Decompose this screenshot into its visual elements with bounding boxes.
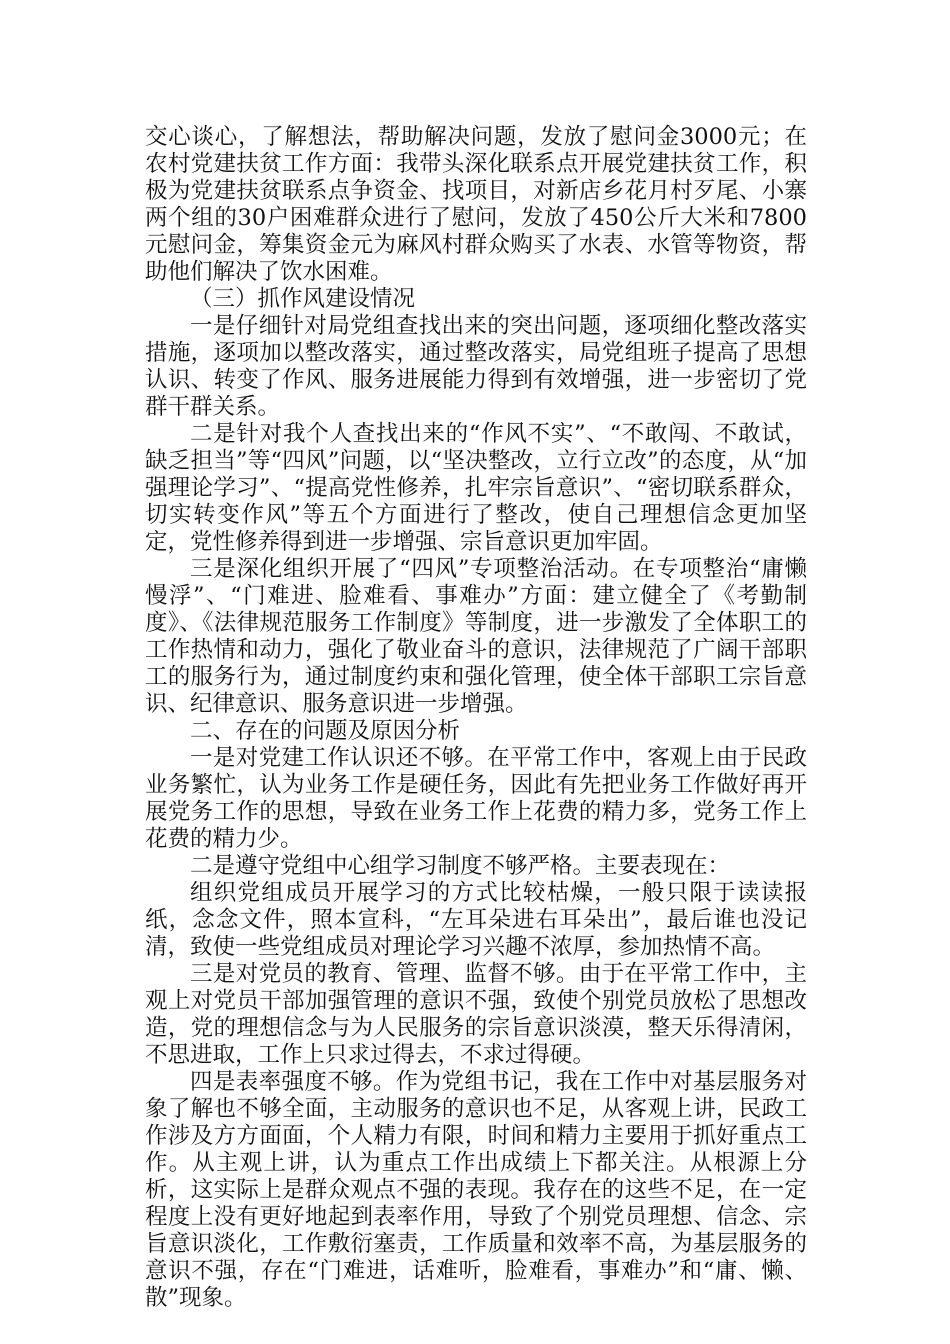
paragraph-problem-4: 四是表率强度不够。作为党组书记，我在工作中对基层服务对象了解也不够全面，主动服务的意识也不足，从客观上讲，民政工作涉及方方面面，个人精力有限，时间和精力主要用于抓好重点工作。从主观上讲，认为重点工作出成绩上下都关注。从根源上分析，这实际上是群众观点不强的表现。我存在的这些不足，在一定程度上没有更好地起到表率作用，导致了个别党员理想、信念、宗旨意识淡化，工作敷衍塞责，工作质量和效率不高，为基层服务的意识不强，存在“门难进，话难听，脸难看，事难办”和“庸、懒、散”现象。 [145, 1069, 807, 1311]
paragraph-problem-2-detail: 组织党组成员开展学习的方式比较枯燥，一般只限于读读报纸，念念文件，照本宣科，“左耳朵进右耳朵出”，最后谁也没记清，致使一些党组成员对理论学习兴趣不浓厚，参加热情不高。 [145, 880, 807, 960]
paragraph-style-3: 三是深化组织开展了“四风”专项整治活动。在专项整治“庸懒慢浮”、“门难进、脸难看、事难办”方面：建立健全了《考勤制度》、《法律规范服务工作制度》等制度，进一步激发了全体职工的工作热情和动力，强化了敬业奋斗的意识，法律规范了广阔干部职工的服务行为，通过制度约束和强化管理，使全体干部职工宗旨意识、纪律意识、服务意识进一步增强。 [145, 556, 807, 717]
paragraph-problem-3: 三是对党员的教育、管理、监督不够。由于在平常工作中，主观上对党员干部加强管理的意识不强，致使个别党员放松了思想改造，党的理想信念与为人民服务的宗旨意识淡漠，整天乐得清闲，不思进取，工作上只求过得去，不求过得硬。 [145, 961, 807, 1068]
paragraph-problem-1: 一是对党建工作认识还不够。在平常工作中，客观上由于民政业务繁忙，认为业务工作是硬任务，因此有先把业务工作做好再开展党务工作的思想，导致在业务工作上花费的精力多，党务工作上花费的精力少。 [145, 745, 807, 852]
section-heading-style: （三）抓作风建设情况 [190, 286, 416, 312]
paragraph-continuation: 交心谈心，了解想法，帮助解决问题，发放了慰问金3000元；在农村党建扶贫工作方面：我带头深化联系点开展党建扶贫工作，积极为党建扶贫联系点争资金、找项目，对新店乡花月村歹尾、小寨两个组的30户困难群众进行了慰问，发放了450公斤大米和7800元慰问金，筹集资金元为麻风村群众购买了水表、水管等物资，帮助他们解决了饮水困难。 [145, 124, 807, 285]
paragraph-style-1: 一是仔细针对局党组查找出来的突出问题，逐项细化整改落实措施，逐项加以整改落实，通过整改落实，局党组班子提高了思想认识、转变了作风、服务进展能力得到有效增强，进一步密切了党群干群关系。 [145, 313, 807, 420]
document-page [145, 124, 807, 1312]
paragraph-problem-2: 二是遵守党组中心组学习制度不够严格。主要表现在： [190, 853, 731, 879]
paragraph-style-2: 二是针对我个人查找出来的“作风不实”、“不敢闯、不敢试，缺乏担当”等“四风”问题，以“坚决整改，立行立改”的态度，从“加强理论学习”、“提高党性修养，扎牢宗旨意识”、“密切联系群众，切实转变作风”等五个方面进行了整改，使自己理想信念更加坚定，党性修养得到进一步增强、宗旨意识更加牢固。 [145, 421, 807, 555]
section-heading-problems: 二、存在的问题及原因分析 [190, 718, 461, 744]
